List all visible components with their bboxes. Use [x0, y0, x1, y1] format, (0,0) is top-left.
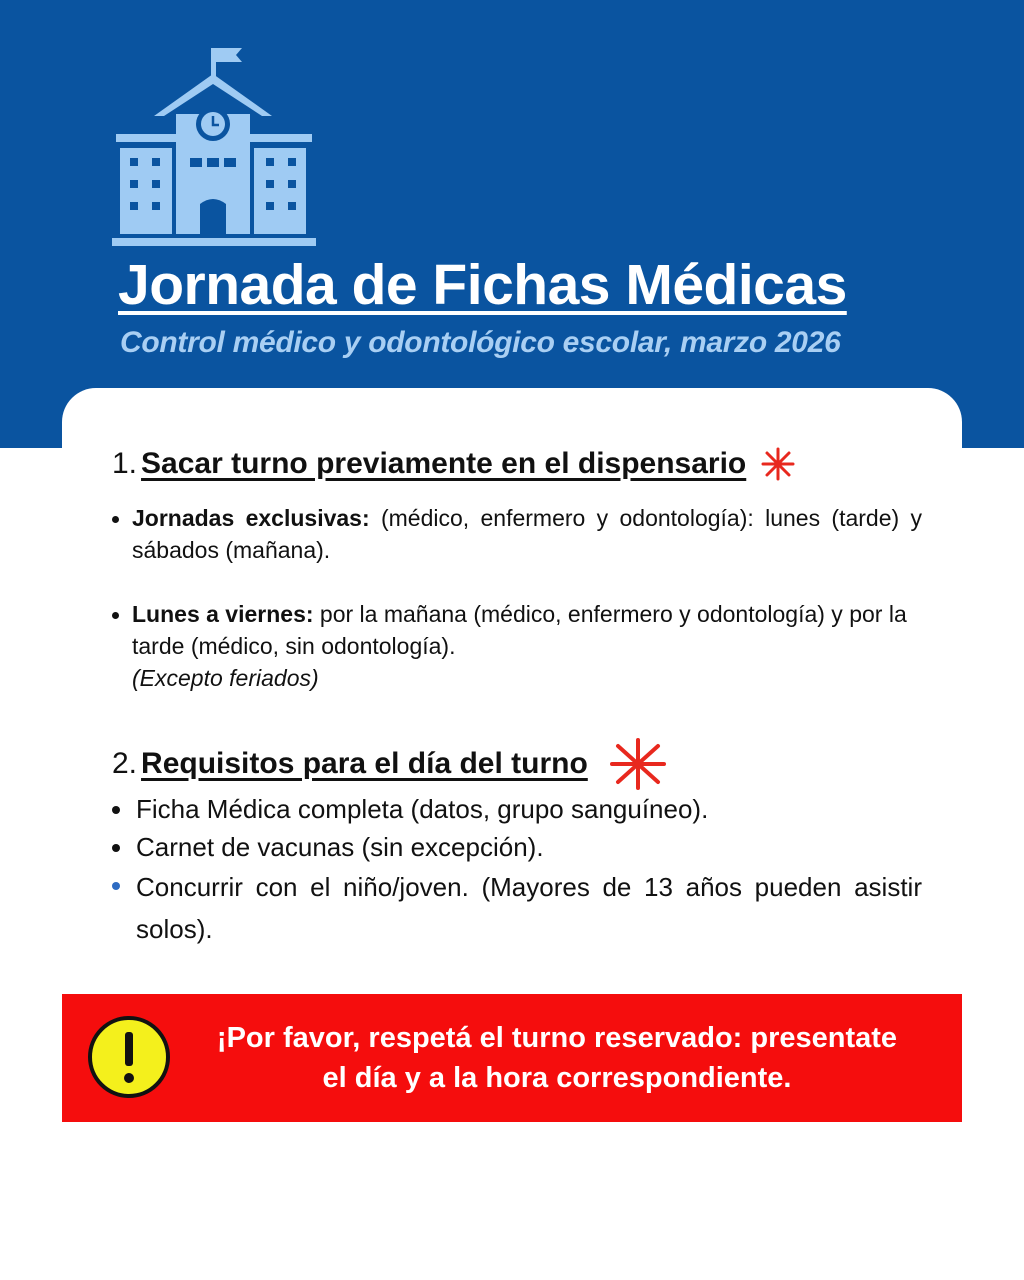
section-2-title: Requisitos para el día del turno — [141, 747, 588, 780]
list-item-text: por la mañana (médico, enfermero y odontología) y por la tarde (médico, sin odontología). — [132, 601, 907, 659]
section-1-number: 1. — [112, 447, 138, 480]
school-building-icon — [112, 44, 318, 250]
alert-message — [172, 1018, 942, 1098]
section-2-heading — [112, 738, 668, 790]
header-banner — [0, 0, 1024, 448]
section-1-list — [112, 502, 922, 726]
list-item — [112, 502, 922, 566]
red-asterisk-icon — [760, 446, 796, 482]
list-item: Carnet de vacunas (sin excepción). — [112, 828, 922, 866]
alert-line-2: el día y a la hora correspondiente. — [322, 1062, 792, 1094]
list-item: Ficha Médica completa (datos, grupo sanguíneo). — [112, 790, 922, 828]
list-item-text: (médico, enfermero y odontología): lunes (tarde) y sábados (mañana). — [132, 505, 923, 563]
list-item — [112, 598, 922, 694]
list-item-label: Lunes a viernes: — [132, 601, 314, 627]
list-item-note: (Excepto feriados) — [132, 665, 319, 691]
page-title: Jornada de Fichas Médicas — [118, 253, 847, 317]
list-item-label: Jornadas exclusivas: — [132, 505, 370, 531]
alert-line-1: ¡Por favor, respetá el turno reservado: presentate — [216, 1022, 898, 1054]
section-1-title: Sacar turno previamente en el dispensario — [141, 447, 747, 480]
section-2-number: 2. — [112, 747, 138, 780]
alert-banner — [62, 994, 962, 1122]
page-subtitle: Control médico y odontológico escolar, marzo 2026 — [120, 326, 841, 359]
list-item: Concurrir con el niño/joven. (Mayores de 13 años pueden asistir solos). — [112, 866, 922, 950]
red-asterisk-icon — [608, 738, 668, 790]
section-2-list — [112, 790, 922, 950]
exclamation-warning-icon — [86, 1014, 172, 1100]
section-1-heading — [112, 446, 796, 482]
